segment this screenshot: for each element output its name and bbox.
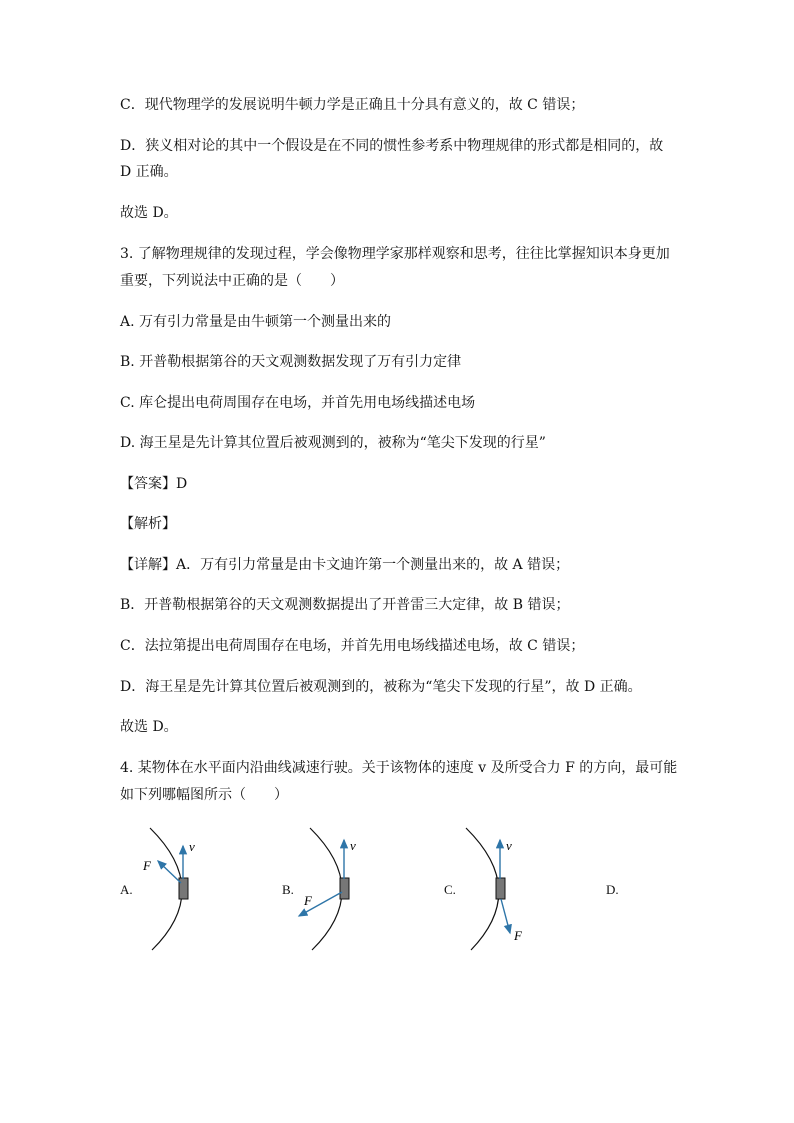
text-line: 4. 某物体在水平面内沿曲线减速行驶。关于该物体的速度 v 及所受合力 F 的方向，最可能: [120, 760, 678, 776]
force-label: F: [304, 893, 312, 908]
force-label: F: [143, 858, 151, 873]
text-line: 故选 D。: [120, 205, 178, 221]
option-b-label: B.: [282, 882, 294, 897]
text-line: C．现代物理学的发展说明牛顿力学是正确且十分具有意义的，故 C 错误；: [120, 97, 585, 113]
object-block: [496, 878, 505, 899]
text-line: D．狭义相对论的其中一个假设是在不同的惯性参考系中物理规律的形式都是相同的，故: [120, 138, 664, 154]
text-line: C. 库仑提出电荷周围存在电场，并首先用电场线描述电场: [120, 395, 476, 411]
option-d-label: D.: [606, 882, 619, 897]
text-line: 重要，下列说法中正确的是（ ）: [120, 273, 344, 289]
text-line: D 正确。: [120, 164, 178, 180]
figure-diagrams: [0, 820, 794, 960]
option-a-label: A.: [120, 882, 133, 897]
answer-line: 【答案】D: [120, 476, 188, 492]
object-block: [340, 878, 349, 899]
text-line: B. 开普勒根据第谷的天文观测数据发现了万有引力定律: [120, 354, 462, 370]
text-line: 3. 了解物理规律的发现过程，学会像物理学家那样观察和思考，往往比掌握知识本身更加: [120, 246, 670, 262]
text-line: 如下列哪幅图所示（ ）: [120, 787, 288, 803]
text-line: 故选 D。: [120, 719, 178, 735]
analysis-heading: 【解析】: [120, 516, 176, 532]
text-line: D．海王星是先计算其位置后被观测到的，被称为“笔尖下发现的行星”，故 D 正确。: [120, 679, 642, 695]
curved-path: [310, 828, 342, 950]
force-arrow: [158, 861, 181, 883]
text-line: B．开普勒根据第谷的天文观测数据提出了开普雷三大定律，故 B 错误；: [120, 597, 570, 613]
diagram-b: [299, 828, 356, 950]
velocity-label: v: [189, 839, 195, 854]
curved-path: [466, 828, 499, 950]
option-c-label: C.: [444, 882, 456, 897]
force-arrow: [501, 899, 510, 933]
text-line: 【详解】A．万有引力常量是由卡文迪许第一个测量出来的，故 A 错误；: [120, 557, 570, 573]
force-label: F: [514, 928, 522, 943]
velocity-label: v: [350, 838, 356, 853]
diagram-a: [142, 828, 195, 950]
text-line: A. 万有引力常量是由牛顿第一个测量出来的: [120, 314, 392, 330]
object-block: [179, 878, 188, 899]
velocity-label: v: [506, 838, 512, 853]
curved-path: [150, 828, 182, 950]
text-line: D. 海王星是先计算其位置后被观测到的，被称为“笔尖下发现的行星”: [120, 435, 546, 451]
text-line: C．法拉第提出电荷周围存在电场，并首先用电场线描述电场，故 C 错误；: [120, 638, 585, 654]
diagram-c: [466, 828, 523, 950]
